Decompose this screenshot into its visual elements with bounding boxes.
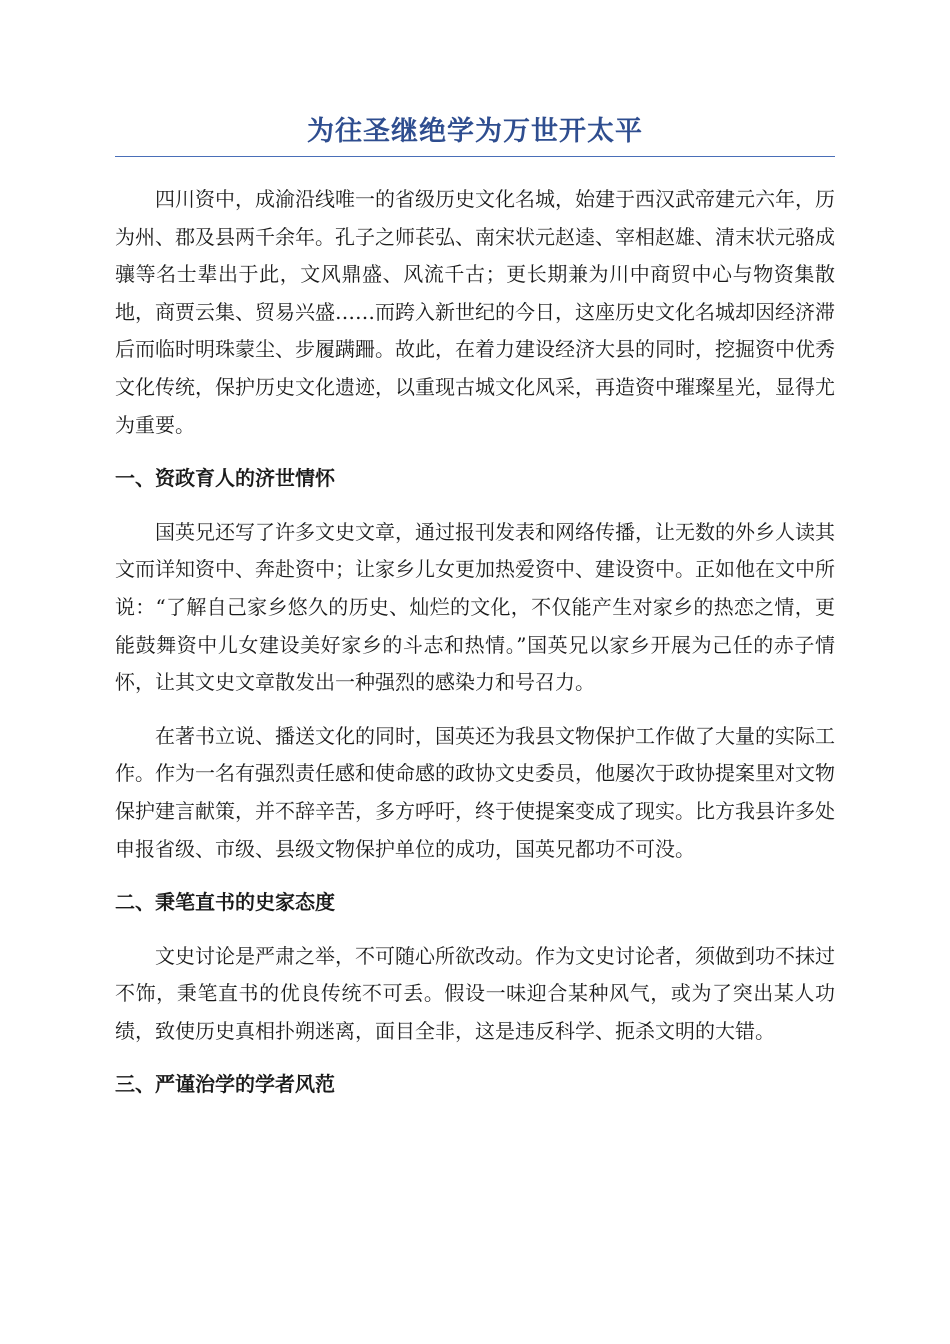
section-1-paragraph-1: 国英兄还写了许多文史文章，通过报刊发表和网络传播，让无数的外乡人读其文而详知资中、奔赴资中；让家乡儿女更加热爱资中、建设资中。正如他在文中所说：“了解自己家乡悠久的历史、灿烂的文化，不仅能产生对家乡的热恋之情，更能鼓舞资中儿女建设美好家乡的斗志和热情。”国英兄以家乡开展为己任的赤子情怀，让其文史文章散发出一种强烈的感染力和号召力。 xyxy=(115,519,835,695)
document-page xyxy=(115,110,835,1120)
document-title: 为往圣继绝学为万世开太平 xyxy=(307,116,643,147)
intro-paragraph: 四川资中，成渝沿线唯一的省级历史文化名城，始建于西汉武帝建元六年，历为州、郡及县两千余年。孔子之师苌弘、南宋状元赵逵、宰相赵雄、清末状元骆成骧等名士辈出于此，文风鼎盛、风流千古；更长期兼为川中商贸中心与物资集散地，商贾云集、贸易兴盛……而跨入新世纪的今日，这座历史文化名城却因经济滞后而临时明珠蒙尘、步履蹒跚。故此，在着力建设经济大县的同时，挖掘资中优秀文化传统，保护历史文化遗迹，以重现古城文化风采，再造资中璀璨星光，显得尤为重要。 xyxy=(115,187,835,437)
section-heading-1: 一、资政育人的济世情怀 xyxy=(115,466,335,491)
section-heading-3: 三、严谨治学的学者风范 xyxy=(115,1072,335,1097)
title-underline xyxy=(115,156,835,157)
section-2-paragraph-1: 文史讨论是严肃之举，不可随心所欲改动。作为文史讨论者，须做到功不抹过不饰，秉笔直书的优良传统不可丢。假设一味迎合某种风气，或为了突出某人功绩，致使历史真相扑朔迷离，面目全非，这是违反科学、扼杀文明的大错。 xyxy=(115,943,835,1043)
section-heading-2: 二、秉笔直书的史家态度 xyxy=(115,890,335,915)
section-1-paragraph-2: 在著书立说、播送文化的同时，国英还为我县文物保护工作做了大量的实际工作。作为一名有强烈责任感和使命感的政协文史委员，他屡次于政协提案里对文物保护建言献策，并不辞辛苦，多方呼吁，终于使提案变成了现实。比方我县许多处申报省级、市级、县级文物保护单位的成功，国英兄都功不可没。 xyxy=(115,723,835,861)
